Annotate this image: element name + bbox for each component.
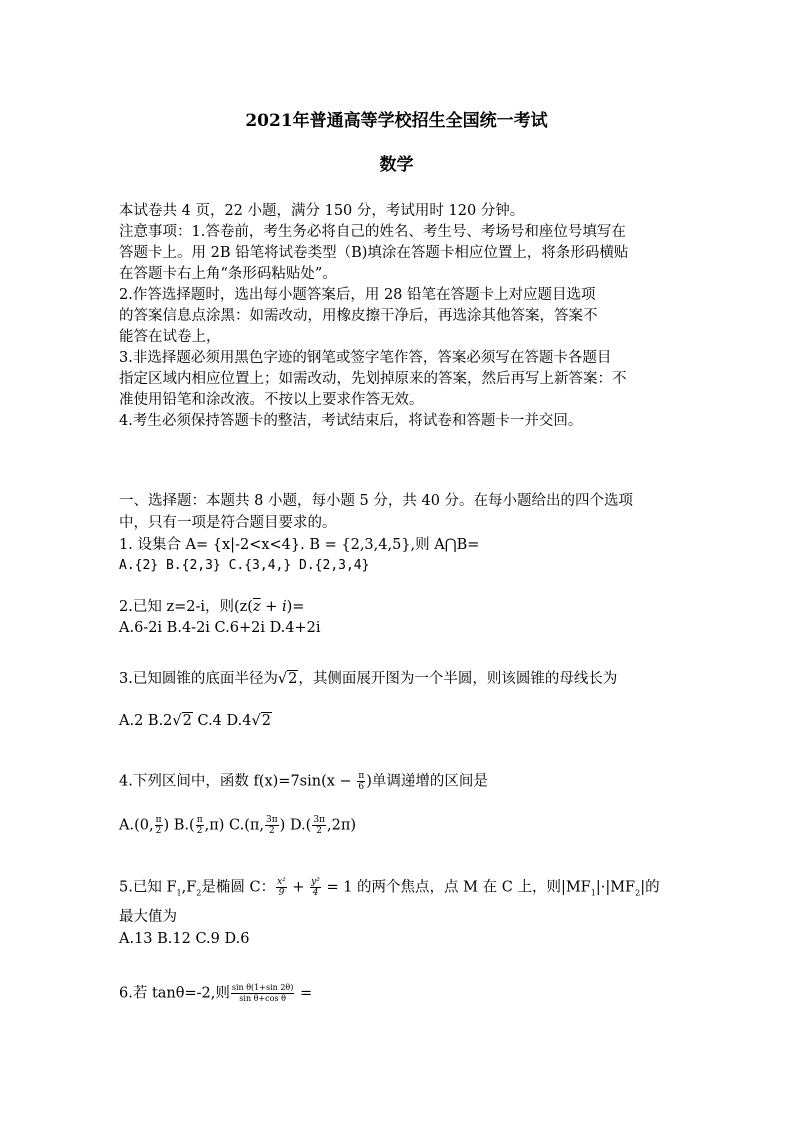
- question-1-stem: 1. 设集合 A= {x|-2<x<4}. B = {2,3,4,5},则 A⋂B=: [119, 537, 480, 553]
- sqrt-symbol: √2: [277, 671, 298, 687]
- subject-title: 数学: [379, 155, 414, 175]
- frac-den: 2: [155, 826, 162, 836]
- q5-text: |的: [640, 879, 660, 896]
- q3-opt-cd: C.4 D.4: [192, 713, 252, 729]
- q5-sub: 2: [196, 888, 202, 898]
- q6-fraction: [231, 983, 294, 1004]
- frac-num: sin θ(1+sin 2θ): [231, 983, 294, 992]
- frac-num: 3π: [266, 815, 278, 825]
- q5-plus: +: [287, 879, 310, 896]
- q5-sub: 1: [176, 888, 182, 898]
- q4-minus: −: [334, 773, 357, 790]
- instruction-line: 的答案信息点涂黑：如需改动，用橡皮擦干净后，再选涂其他答案，答案不: [119, 308, 598, 324]
- q5-y-frac: [310, 877, 321, 898]
- exam-title: 2021年普通高等学校招生全国统一考试: [245, 111, 548, 131]
- q4-opt-d-end: ,2π): [326, 817, 357, 834]
- q5-text: 的两个焦点，点 M 在 C 上，则|MF: [352, 879, 591, 896]
- frac-num: π: [155, 815, 162, 825]
- question-6-stem: [119, 983, 312, 1004]
- q5-x-frac: [276, 877, 287, 898]
- q2-i: i: [281, 599, 287, 615]
- instruction-line: 4.考生必须保持答题卡的整洁，考试结束后，将试卷和答题卡一并交回。: [119, 413, 583, 429]
- instruction-line: 指定区域内相应位置上；如需改动，先划掉原来的答案，然后再写上新答案：不: [119, 371, 627, 387]
- instruction-line: 本试卷共 4 页，22 小题，满分 150 分，考试用时 120 分钟。: [119, 203, 525, 219]
- question-5-line2: 最大值为: [119, 909, 177, 925]
- q4-opt-a-frac: [155, 815, 163, 836]
- instruction-line: 2.作答选择题时，选出每小题答案后，用 28 铅笔在答题卡上对应题目选项: [119, 287, 596, 303]
- q4-opt-a: A.(0,: [119, 817, 154, 834]
- q5-sub: 2: [635, 888, 641, 898]
- question-5-stem: [119, 877, 660, 903]
- frac-num: x²: [277, 877, 286, 887]
- instruction-line: 准使用铅笔和涂改液。不按以上要求作答无效。: [119, 392, 424, 408]
- q3-sqrt-value: 2: [288, 671, 298, 687]
- q3-opt-d-rad: 2: [261, 713, 271, 729]
- instruction-line: 在答题卡右上角“条形码粘贴处”。: [119, 266, 337, 282]
- q4-opt-d-frac: [312, 815, 326, 836]
- frac-den: 2: [196, 826, 203, 836]
- q4-opt-c-frac: [265, 815, 279, 836]
- q4-frac-num: π: [358, 771, 365, 781]
- q4-opt-b-frac: [196, 815, 204, 836]
- section-line: 一、选择题：本题共 8 小题，每小题 5 分，共 40 分。在每小题给出的四个选项: [119, 493, 634, 509]
- instruction-line: 注意事项：1.答卷前，考生务必将自己的姓名、考生号、考场号和座位号填写在: [119, 224, 626, 240]
- frac-num: y²: [311, 877, 320, 887]
- q2-paren: ): [286, 599, 293, 615]
- q4-fraction: [357, 771, 365, 792]
- instruction-line: 能答在试卷上，: [119, 329, 221, 345]
- q2-zbar: $\overline{z}$: [252, 599, 261, 615]
- question-2-options: A.6-2i B.4-2i C.6+2i D.4+2i: [119, 620, 321, 636]
- question-5-options: A.13 B.12 C.9 D.6: [119, 931, 250, 947]
- frac-den: 2: [316, 826, 323, 836]
- question-4-options: [119, 815, 356, 836]
- frac-den: sin θ+cos θ: [239, 994, 286, 1003]
- q6-eq: =: [295, 985, 313, 1002]
- q3-opt-ab: A.2 B.2: [119, 713, 173, 729]
- q2-eq: =: [292, 599, 305, 615]
- frac-num: 3π: [313, 815, 325, 825]
- q2-math-a: (z(: [234, 599, 253, 615]
- q3-stem-rest: ，其侧面展开图为一个半圆，则该圆锥的母线长为: [298, 671, 618, 687]
- frac-den: 9: [278, 888, 285, 898]
- sqrt-symbol: √2: [172, 713, 192, 729]
- q3-stem-text: 3.已知圆锥的底面半径为: [119, 671, 278, 687]
- q4-opt-d: ) D.(: [279, 817, 312, 834]
- frac-den: 4: [312, 888, 319, 898]
- question-1-options: A.{2} B.{2,3} C.{3,4,} D.{2,3,4}: [119, 558, 370, 573]
- instruction-line: 答题卡上。用 2B 铅笔将试卷类型（B)填涂在答题卡相应位置上，将条形码横贴: [119, 245, 629, 261]
- q5-text: ,F: [181, 879, 197, 896]
- q4-opt-b: ) B.(: [163, 817, 195, 834]
- question-3-options: [119, 711, 272, 731]
- question-2-stem: [119, 597, 304, 617]
- q2-math: [234, 599, 292, 615]
- q4-frac-den: 6: [358, 782, 365, 792]
- instruction-line: 3.非选择题必须用黑色字迹的钢笔或签字笔作答，答案必须写在答题卡各题目: [119, 350, 612, 366]
- question-3-stem: [119, 669, 617, 689]
- q4-opt-c: ,π) C.(π,: [204, 817, 265, 834]
- question-4-stem: [119, 771, 488, 792]
- q5-text: 是椭圆 C：: [201, 879, 276, 896]
- q2-stem-text: 2.已知 z=2-i，则: [119, 599, 234, 615]
- frac-num: π: [196, 815, 203, 825]
- q5-text: 5.已知 F: [119, 879, 177, 896]
- q5-eq: = 1: [321, 879, 353, 896]
- q5-sub: 1: [590, 888, 596, 898]
- q4-stem-text: 4.下列区间中，函数 f(x)=7sin(x: [119, 773, 335, 790]
- section-line: 中，只有一项是符合题目要求的。: [119, 515, 337, 531]
- q4-stem-rest: )单调递增的区间是: [366, 773, 488, 790]
- sqrt-symbol: √2: [251, 713, 271, 729]
- frac-den: 2: [268, 826, 275, 836]
- q5-text: |·|MF: [595, 879, 636, 896]
- q2-plus: +: [260, 599, 282, 615]
- q6-text: 6.若 tanθ=-2,则: [119, 985, 230, 1002]
- q3-opt-b-rad: 2: [182, 713, 192, 729]
